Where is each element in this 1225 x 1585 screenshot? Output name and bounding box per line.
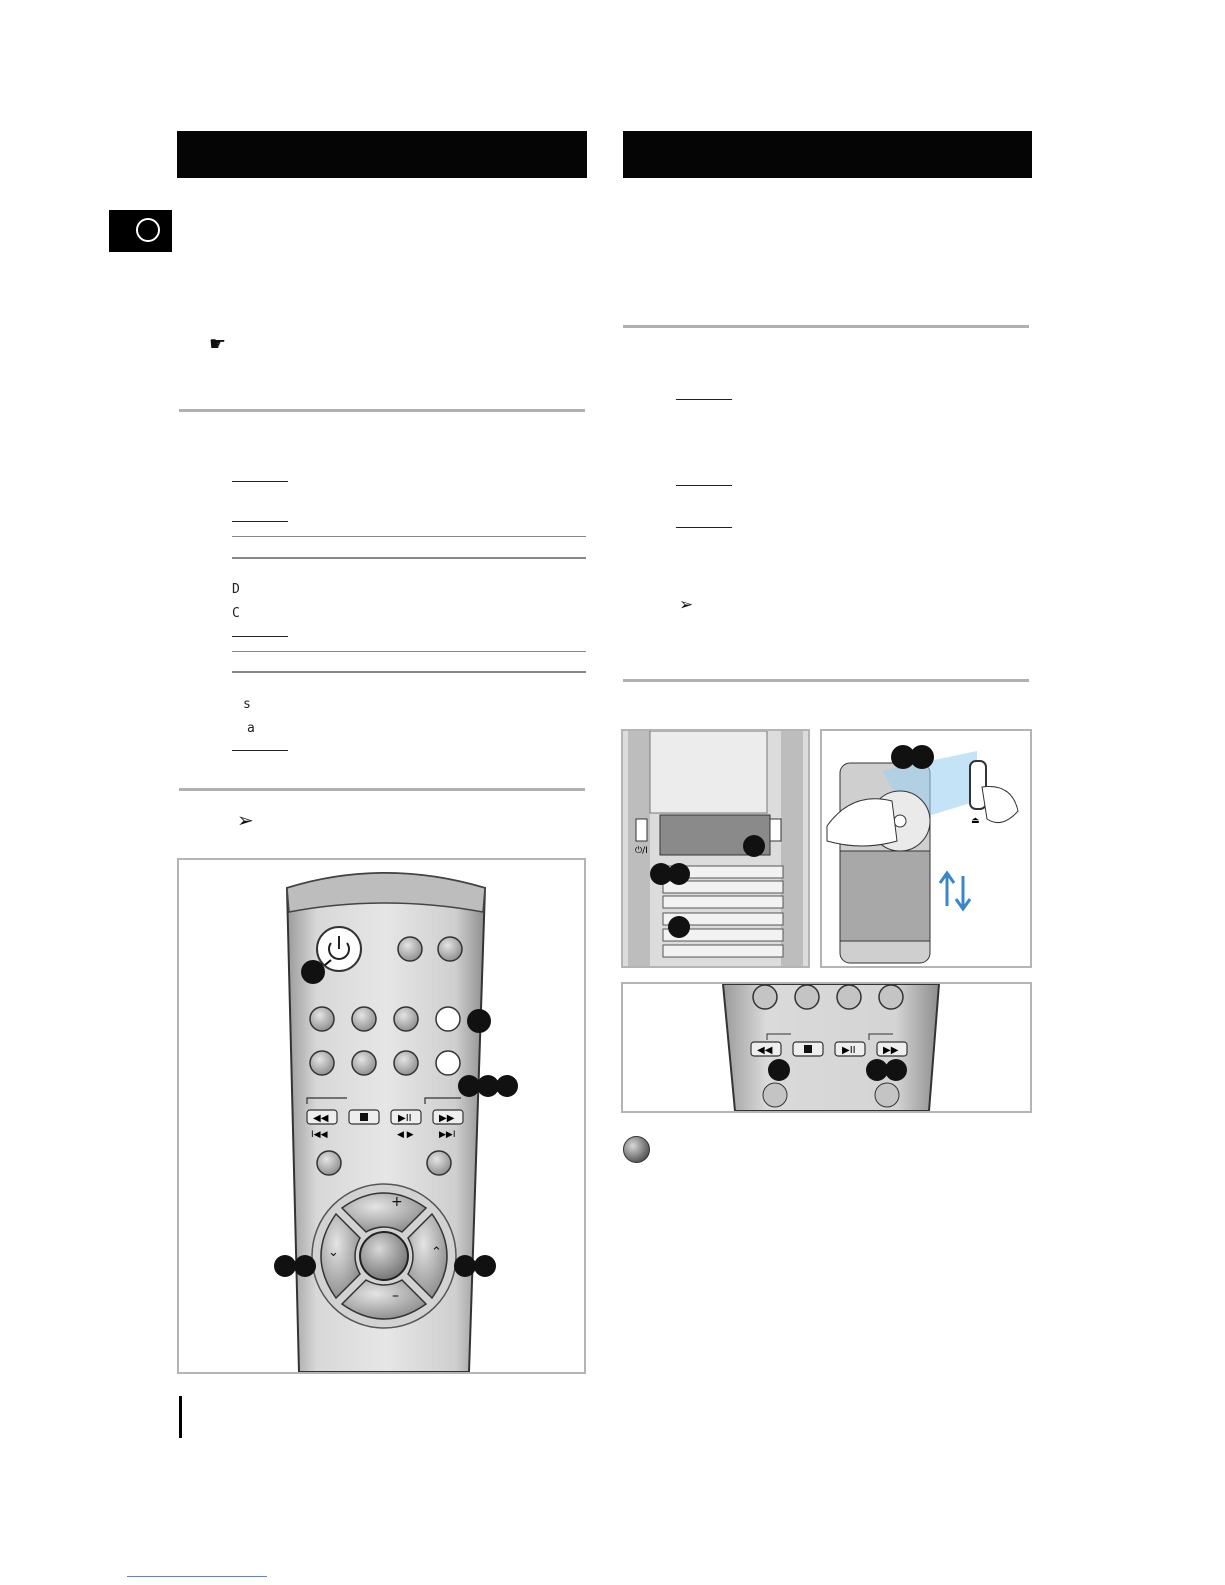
volume-minus-label: – <box>392 1288 399 1304</box>
remote-transport-illustration <box>621 982 1032 1113</box>
svg-text:▶▶: ▶▶ <box>439 1113 455 1124</box>
svg-text:⏏: ⏏ <box>971 816 980 826</box>
main-unit-drawing <box>623 731 808 966</box>
list-letter-c: C <box>232 606 240 621</box>
right-underline-3 <box>676 527 732 528</box>
underline-3 <box>232 636 288 637</box>
svg-text:▶▶: ▶▶ <box>883 1045 899 1056</box>
svg-text:◀ ▶: ◀ ▶ <box>397 1130 414 1140</box>
table-line-3 <box>232 651 586 652</box>
table-line-4 <box>232 671 586 673</box>
right-rule-2 <box>623 679 1029 682</box>
underline-2 <box>232 521 288 522</box>
volume-plus-label: + <box>391 1194 403 1210</box>
list-letter-s: s <box>243 697 251 712</box>
right-section-header-bar <box>623 131 1032 178</box>
footer-bar-mark <box>179 1396 182 1438</box>
list-letter-a: a <box>247 721 255 736</box>
svg-text:▶II: ▶II <box>398 1113 412 1124</box>
right-note-arrow-icon: ➢ <box>679 595 694 615</box>
svg-text:◀◀: ◀◀ <box>313 1113 329 1124</box>
right-underline-2 <box>676 485 732 486</box>
left-rule-2 <box>179 788 585 791</box>
remote-illustration-panel <box>177 858 586 1374</box>
svg-text:▶▶I: ▶▶I <box>439 1130 456 1140</box>
svg-text:I◀◀: I◀◀ <box>311 1130 328 1140</box>
cd-loading-illustration <box>820 729 1032 968</box>
remote-control-drawing <box>179 860 584 1372</box>
left-section-header-bar <box>177 131 587 178</box>
table-line-1 <box>232 536 586 537</box>
section-bullet-icon <box>623 1136 650 1163</box>
remote-transport-drawing <box>623 984 1030 1111</box>
tuning-up-label: ⌃ <box>431 1245 442 1260</box>
table-line-2 <box>232 557 586 559</box>
right-rule-1 <box>623 325 1029 328</box>
note-arrow-icon: ➢ <box>237 808 254 832</box>
bottom-link-rule <box>127 1576 267 1577</box>
list-letter-d: D <box>232 582 240 597</box>
cd-loading-drawing <box>822 731 1030 966</box>
left-rule-1 <box>179 409 585 412</box>
svg-text:▶II: ▶II <box>842 1045 856 1056</box>
language-circle-icon <box>136 218 160 242</box>
svg-text:⏻/I: ⏻/I <box>635 846 648 856</box>
language-tab <box>109 210 172 252</box>
pointer-hand-icon: ☛ <box>209 333 227 355</box>
tuning-down-label: ⌄ <box>328 1245 339 1260</box>
svg-text:◀◀: ◀◀ <box>757 1045 773 1056</box>
underline-4 <box>232 750 288 751</box>
main-unit-illustration <box>621 729 810 968</box>
right-underline-1 <box>676 399 732 400</box>
underline-1 <box>232 481 288 482</box>
